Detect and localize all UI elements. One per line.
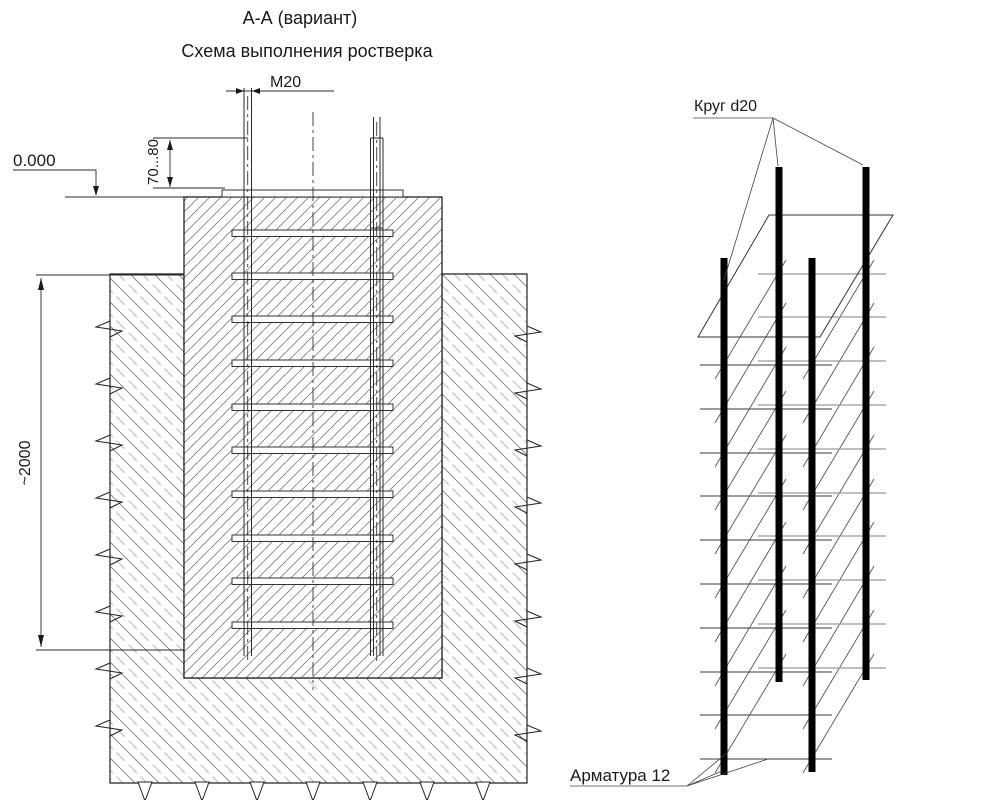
round-bar-label: Круг d20	[694, 98, 758, 115]
base-plate	[222, 190, 403, 197]
bottom-edge-break-marks	[138, 782, 490, 800]
bar-front-right	[809, 258, 816, 772]
scheme-title: Схема выполнения ростверка	[181, 41, 433, 61]
depth-label: ~2000	[17, 440, 34, 486]
bolt-protrusion-label: 70...80	[145, 139, 162, 185]
section-title: А-А (вариант)	[242, 8, 358, 28]
rebar-callout	[570, 753, 768, 786]
level-label: 0.000	[13, 151, 56, 170]
vertical-bars	[721, 167, 870, 775]
bar-back-left	[776, 167, 783, 682]
bar-back-right	[863, 167, 870, 680]
dim-m20	[226, 74, 334, 94]
dim-70-80	[145, 138, 248, 188]
m20-label: М20	[270, 74, 302, 91]
bar-front-left	[721, 258, 728, 775]
cage-axonometric-view	[570, 98, 893, 786]
section-view	[13, 74, 541, 800]
level-mark	[13, 151, 99, 196]
rebar-label: Арматура 12	[570, 766, 671, 785]
